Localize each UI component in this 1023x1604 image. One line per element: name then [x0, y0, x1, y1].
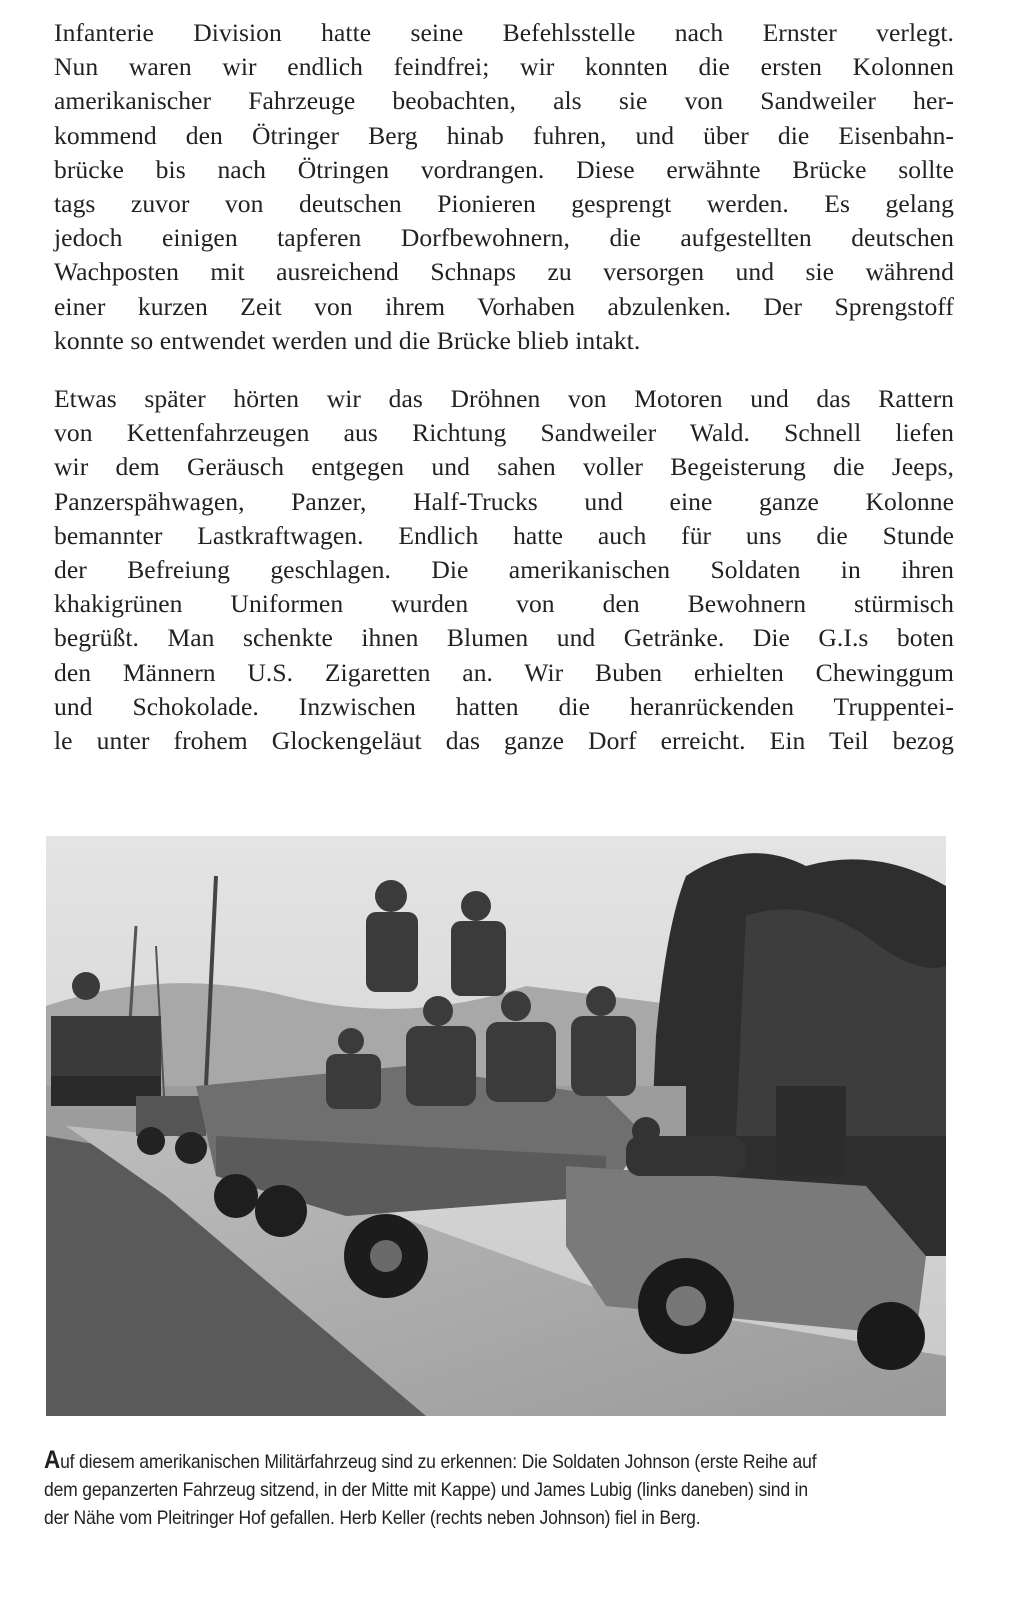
text-line: Etwas später hörten wir das Dröhnen von Motoren und das Rattern: [54, 384, 954, 413]
text-line: bemannter Lastkraftwagen. Endlich hatte auch für uns die Stunde: [54, 520, 954, 550]
text-line: und Schokolade. Inzwischen hatten die heranrückenden Truppentei-: [54, 691, 954, 721]
text-line: Nun waren wir endlich feindfrei; wir konnten die ersten Kolonnen: [54, 52, 954, 82]
text-line: Wachposten mit ausreichend Schnaps zu versorgen und sie während: [54, 257, 954, 287]
historical-photo: [46, 836, 946, 1416]
caption-line: [44, 1446, 944, 1476]
text-line: konnte so entwendet werden und die Brücke blieb intakt.: [54, 325, 641, 355]
caption-line: dem gepanzerten Fahrzeug sitzend, in der Mitte mit Kappe) und James Lubig (links daneben) sind in: [44, 1479, 808, 1501]
text-line: Infanterie Division hatte seine Befehlsstelle nach Ernster verlegt.: [54, 18, 954, 47]
text-line: der Befreiung geschlagen. Die amerikanischen Soldaten in ihren: [54, 555, 954, 585]
text-line: le unter frohem Glockengeläut das ganze Dorf erreicht. Ein Teil bezog: [54, 726, 954, 756]
photo-caption: [44, 1446, 944, 1532]
text-line: kommend den Ötringer Berg hinab fuhren, und über die Eisenbahn-: [54, 120, 954, 150]
text-line: begrüßt. Man schenkte ihnen Blumen und Getränke. Die G.I.s boten: [54, 623, 954, 653]
caption-line: der Nähe vom Pleitringer Hof gefallen. Herb Keller (rechts neben Johnson) fiel in Berg.: [44, 1507, 701, 1529]
text-line: Panzerspähwagen, Panzer, Half-Trucks und eine ganze Kolonne: [54, 486, 954, 516]
caption-initial: A: [44, 1446, 61, 1474]
paragraph-1: [54, 16, 954, 358]
text-line: tags zuvor von deutschen Pionieren gesprengt werden. Es gelang: [54, 189, 954, 219]
text-line: khakigrünen Uniformen wurden von den Bewohnern stürmisch: [54, 589, 954, 619]
caption-line-text: uf diesem amerikanischen Militärfahrzeug sind zu erkennen: Die Soldaten Johnson (erste Reihe auf: [60, 1451, 817, 1473]
text-line: einer kurzen Zeit von ihrem Vorhaben abzulenken. Der Sprengstoff: [54, 291, 954, 321]
text-line: amerikanischer Fahrzeuge beobachten, als sie von Sandweiler her-: [54, 86, 954, 116]
text-line: den Männern U.S. Zigaretten an. Wir Buben erhielten Chewinggum: [54, 657, 954, 687]
text-line: jedoch einigen tapferen Dorfbewohnern, die aufgestellten deutschen: [54, 223, 954, 253]
text-line: von Kettenfahrzeugen aus Richtung Sandweiler Wald. Schnell liefen: [54, 418, 954, 448]
text-line: brücke bis nach Ötringen vordrangen. Diese erwähnte Brücke sollte: [54, 154, 954, 184]
text-line: wir dem Geräusch entgegen und sahen voller Begeisterung die Jeeps,: [54, 452, 954, 482]
photo-illustration: [46, 836, 946, 1416]
paragraph-2: [54, 382, 954, 758]
